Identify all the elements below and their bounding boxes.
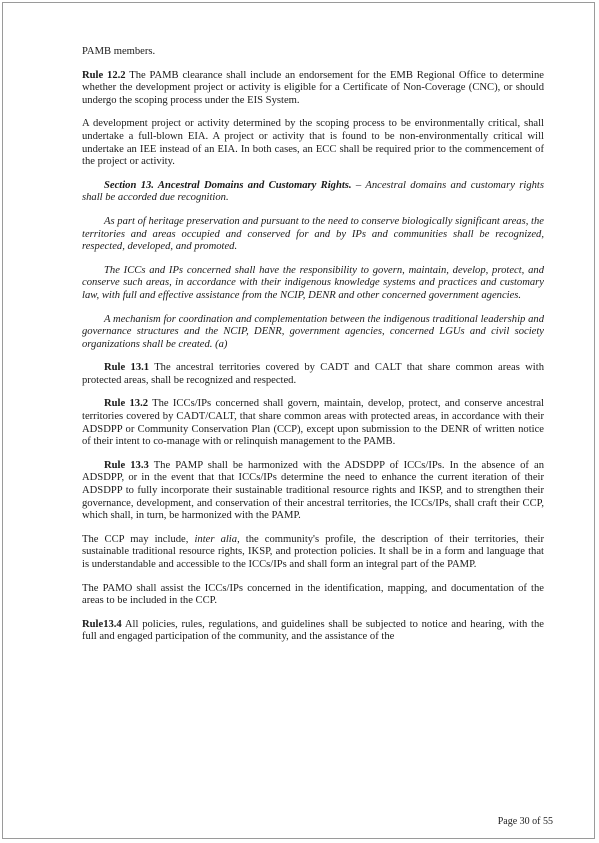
text-run: – Ancestral domains and customary rights shall be accorded due recognition. xyxy=(82,179,544,204)
text-run: Rule 12.2 xyxy=(82,69,126,81)
paragraph-p6 xyxy=(82,314,544,352)
paragraph-p9 xyxy=(82,460,544,523)
paragraph-p4 xyxy=(82,216,544,254)
text-run: Rule13.4 xyxy=(82,618,122,630)
text-run: A mechanism for coordination and complementation between the indigenous traditional leadership and governance structures and the NCIP, DENR, government agencies, concerned LGUs and civil society organizations shall be created. (a) xyxy=(82,313,544,350)
document-body xyxy=(82,46,544,655)
text-run: Rule 13.2 xyxy=(104,398,149,410)
text-run: , the community's profile, the description of their territories, their sustainable traditional resource rights, IKSP, and protection policies. It shall be in a form and language that is understandable and accessible to the ICCs/IPs and shall form an integral part of the PAMP. xyxy=(82,533,545,570)
text-run: The CCP may include, xyxy=(82,533,195,545)
text-run: All policies, rules, regulations, and guidelines shall be subjected to notice and hearing, with the full and engaged participation of the community, and the assistance of the xyxy=(82,618,544,643)
text-run: The PAMB clearance shall include an endorsement for the EMB Regional Office to determine whether the development project or activity is eligible for a Certificate of Non-Coverage (CNC), or should undergo the scoping process under the EIS System. xyxy=(82,69,544,106)
text-run: The ancestral territories covered by CADT and CALT that share common areas with protected areas, shall be recognized and respected. xyxy=(82,362,544,386)
text-run: PAMB members. xyxy=(82,46,156,57)
text-run: The ICCs and IPs concerned shall have the responsibility to govern, maintain, develop, protect, and conserve such areas, in accordance with their indigenous knowledge systems and practices and customary law, with full and effective assistance from the NCIP, DENR and other concerned government agencies. xyxy=(82,264,544,301)
paragraph-p12 xyxy=(82,619,544,644)
text-run: A development project or activity determined by the scoping process to be environmentally critical, shall undertake a full-blown EIA. A project or activity that is found to be non-environmentally critical will undertake an IEE instead of an EIA. In both cases, an ECC shall be required prior to the commencement of the project or activity. xyxy=(82,118,544,168)
text-run: The ICCs/IPs concerned shall govern, maintain, develop, protect, and conserve ancestral territories covered by CADT/CALT, that share common areas with protected areas, in accordance with their ADSDPP or Community Conservation Plan (CCP), except upon submission to the DENR of written notice of their intent to co-manage with or relinquish management to the PAMB. xyxy=(82,398,544,448)
paragraph-p10 xyxy=(82,534,544,572)
paragraph-p0 xyxy=(82,46,544,59)
paragraph-p2 xyxy=(82,118,544,168)
paragraph-p5 xyxy=(82,265,544,303)
paragraph-p1 xyxy=(82,70,544,108)
text-run: The PAMO shall assist the ICCs/IPs concerned in the identification, mapping, and documentation of the areas to be included in the CCP. xyxy=(82,582,544,607)
text-run: As part of heritage preservation and pursuant to the need to conserve biologically significant areas, the territories and areas occupied and conserved for and by IPs and communities shall be recognized, respected, developed, and promoted. xyxy=(82,215,544,253)
paragraph-p3 xyxy=(82,180,544,205)
text-run: Section 13. Ancestral Domains and Customary Rights. xyxy=(104,179,352,191)
text-run: Rule 13.1 xyxy=(104,362,150,374)
text-run: The PAMP shall be harmonized with the ADSDPP of ICCs/IPs. In the absence of an ADSDPP, or in the event that that ICCs/IPs determine the need to enhance the current iteration of their ADSDPP to fully incorporate their sustainable traditional resource rights and IKSP, and to strengthen their governance, development, and conservation of their ancestral territories, the ICCs/IPs, shall craft their CCP, which shall, in turn, be harmonized with the PAMP. xyxy=(82,459,544,522)
paragraph-p11 xyxy=(82,583,544,608)
page-number: Page 30 of 55 xyxy=(497,816,553,827)
paragraph-p8 xyxy=(82,398,544,448)
text-run: Rule 13.3 xyxy=(104,459,149,471)
text-run: inter alia xyxy=(194,533,238,545)
paragraph-p7 xyxy=(82,362,544,387)
